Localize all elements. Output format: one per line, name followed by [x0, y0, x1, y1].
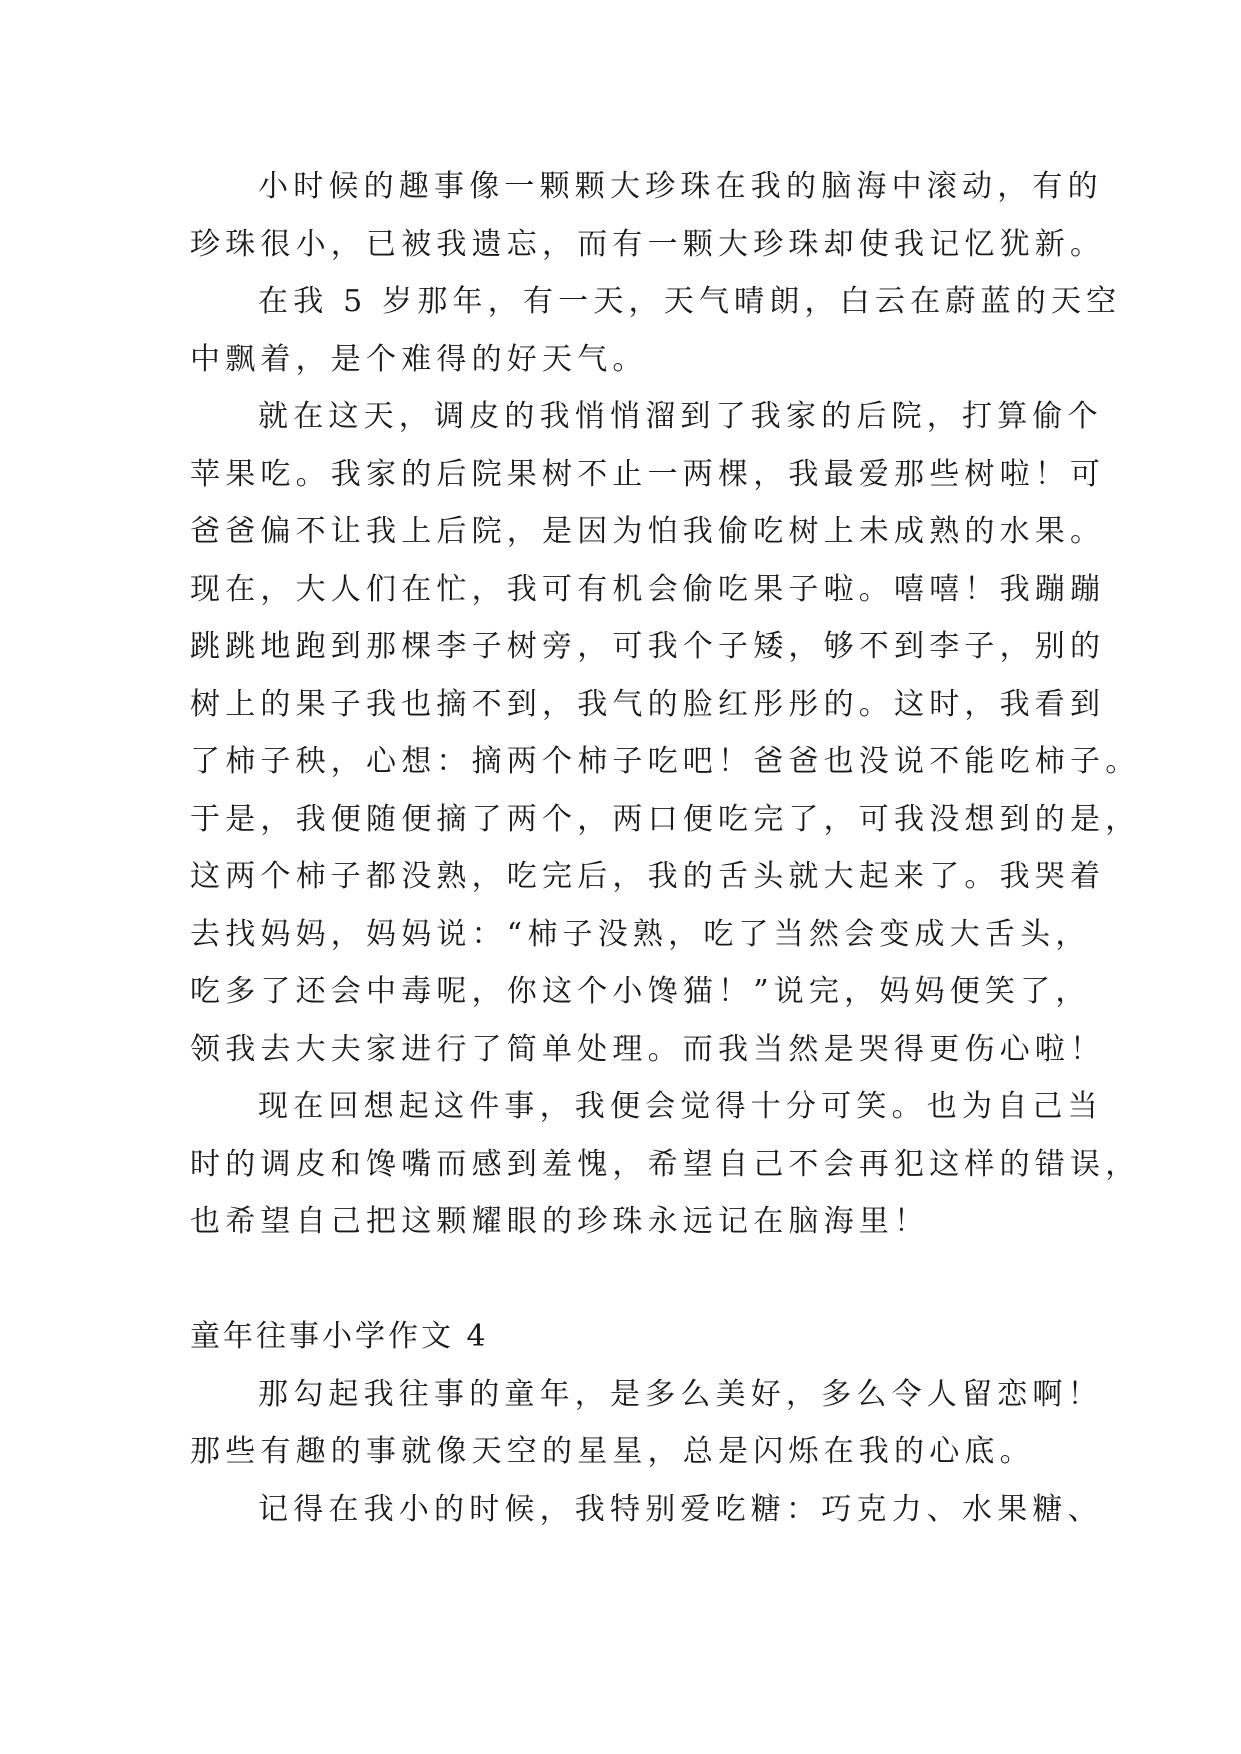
paragraph-line: 也希望自己把这颗耀眼的珍珠永远记在脑海里！: [190, 1204, 930, 1239]
blank-line: [190, 1251, 1070, 1309]
paragraph-line: 那勾起我往事的童年，是多么美好，多么令人留恋啊！: [258, 1376, 1103, 1412]
paragraph-line: 吃多了还会中毒呢，你这个小馋猫！”说完，妈妈便笑了，: [190, 974, 1091, 1009]
document-body: [190, 158, 1141, 1538]
paragraph-line: 于是，我便随便摘了两个，两口便吃完了，可我没想到的是，: [190, 801, 1141, 837]
paragraph-line: 树上的果子我也摘不到，我气的脸红彤彤的。这时，我看到: [190, 686, 1106, 722]
paragraph-line: 记得在我小的时候，我特别爱吃糖：巧克力、水果糖、: [258, 1491, 1103, 1527]
paragraph-line: 现在，大人们在忙，我可有机会偷吃果子啦。嘻嘻！我蹦蹦: [190, 571, 1106, 607]
paragraph: [190, 1481, 1103, 1539]
paragraph-line: 爸爸偏不让我上后院，是因为怕我偷吃树上未成熟的水果。: [190, 514, 1106, 549]
section-title: 童年往事小学作文 4: [190, 1319, 489, 1354]
paragraph-line: 跳跳地跑到那棵李子树旁，可我个子矮，够不到李子，别的: [190, 629, 1106, 664]
paragraph: [190, 273, 1122, 388]
paragraph: [190, 388, 1141, 1078]
paragraph-line: 去找妈妈，妈妈说：“柿子没熟，吃了当然会变成大舌头，: [190, 916, 1091, 952]
paragraph-line: 现在回想起这件事，我便会觉得十分可笑。也为自己当: [258, 1089, 1103, 1124]
paragraph-line: 领我去大夫家进行了简单处理。而我当然是哭得更伤心啦！: [190, 1031, 1106, 1067]
paragraph: [190, 1366, 1103, 1481]
paragraph-line: 小时候的趣事像一颗颗大珍珠在我的脑海中滚动，有的: [258, 169, 1103, 204]
paragraph-line: 就在这天，调皮的我悄悄溜到了我家的后院，打算偷个: [258, 399, 1103, 434]
paragraph-line: 在我 5 岁那年，有一天，天气晴朗，白云在蔚蓝的天空: [258, 284, 1122, 319]
paragraph: [190, 158, 1106, 273]
paragraph-line: 了柿子秧，心想：摘两个柿子吃吧！爸爸也没说不能吃柿子。: [190, 744, 1141, 779]
paragraph-line: 时的调皮和馋嘴而感到羞愧，希望自己不会再犯这样的错误，: [190, 1146, 1141, 1182]
paragraph-line: 苹果吃。我家的后院果树不止一两棵，我最爱那些树啦！可: [190, 456, 1106, 492]
paragraph: [190, 1078, 1141, 1251]
paragraph-line: 中飘着，是个难得的好天气。: [190, 341, 648, 377]
paragraph-line: 珍珠很小，已被我遗忘，而有一颗大珍珠却使我记忆犹新。: [190, 226, 1106, 262]
paragraph-line: 这两个柿子都没熟，吃完后，我的舌头就大起来了。我哭着: [190, 859, 1106, 894]
paragraph-line: 那些有趣的事就像天空的星星，总是闪烁在我的心底。: [190, 1434, 1035, 1469]
